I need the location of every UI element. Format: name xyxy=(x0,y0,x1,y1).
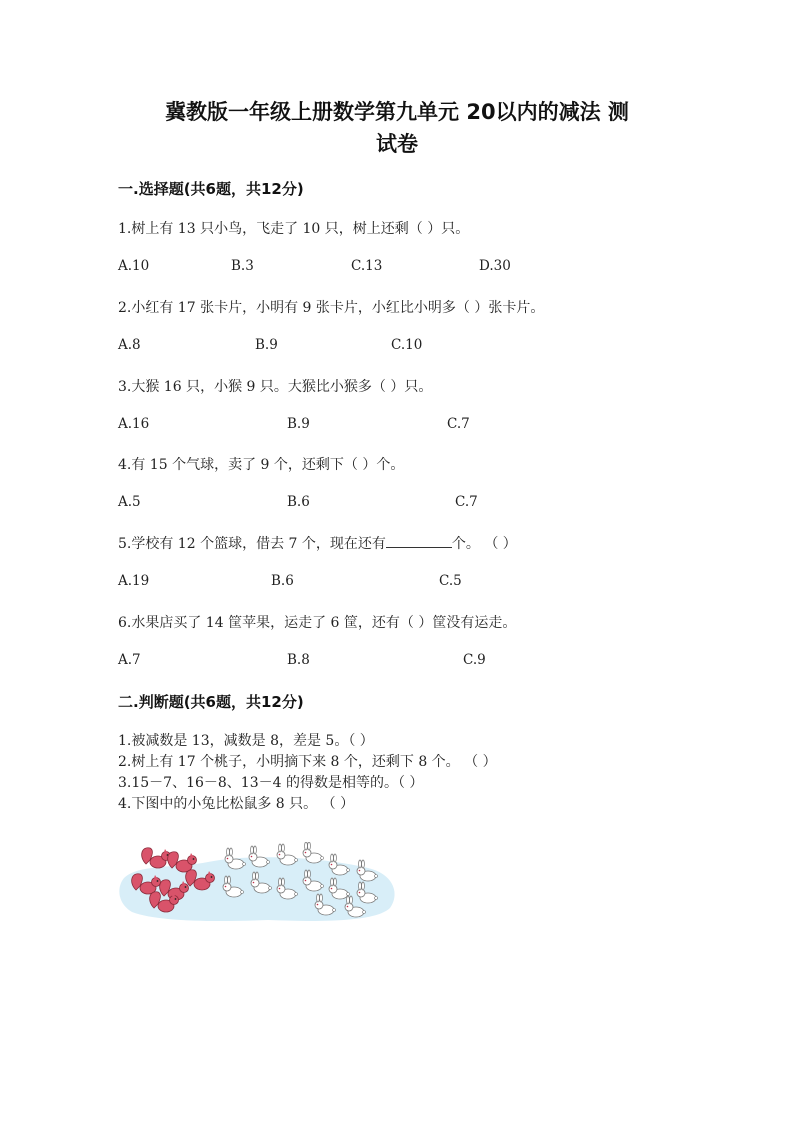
q1-option-b: B.3 xyxy=(231,258,254,274)
squirrel-rabbit-illustration xyxy=(118,842,400,924)
rabbit xyxy=(303,842,324,863)
q2-option-a: A.8 xyxy=(118,337,141,353)
question-1: 1.树上有 13 只小鸟，飞走了 10 只，树上还剩（ ）只。 xyxy=(118,221,470,237)
question-5 xyxy=(118,533,517,553)
title-line-2: 试卷 xyxy=(376,132,418,156)
question-2: 2.小红有 17 张卡片，小明有 9 张卡片，小红比小明多（ ）张卡片。 xyxy=(118,300,545,316)
q2-option-c: C.10 xyxy=(391,337,423,353)
q5-option-c: C.5 xyxy=(439,573,462,589)
judgment-3: 3.15－7、16－8、13－4 的得数是相等的。（ ） xyxy=(118,775,424,791)
rabbit xyxy=(249,846,270,867)
q4-option-b: B.6 xyxy=(287,494,310,510)
q6-option-b: B.8 xyxy=(287,652,310,668)
q4-option-c: C.7 xyxy=(455,494,478,510)
q5-option-a: A.19 xyxy=(118,573,150,589)
q5-option-b: B.6 xyxy=(271,573,294,589)
question-6: 6.水果店买了 14 筐苹果，运走了 6 筐，还有（ ）筐没有运走。 xyxy=(118,615,517,631)
q1-option-a: A.10 xyxy=(118,258,150,274)
q1-option-c: C.13 xyxy=(351,258,383,274)
q3-option-b: B.9 xyxy=(287,416,310,432)
rabbit xyxy=(277,844,298,865)
question-3: 3.大猴 16 只，小猴 9 只。大猴比小猴多（ ）只。 xyxy=(118,379,433,395)
judgment-4: 4.下图中的小兔比松鼠多 8 只。 （ ） xyxy=(118,796,355,812)
answer-blank xyxy=(386,533,452,548)
section-title-judgment: 二.判断题(共6题，共12分) xyxy=(118,693,304,711)
page-title xyxy=(100,96,694,160)
question-5-text-after: 个。 （ ） xyxy=(451,536,517,552)
q6-option-a: A.7 xyxy=(118,652,141,668)
judgment-2: 2.树上有 17 个桃子，小明摘下来 8 个，还剩下 8 个。 （ ） xyxy=(118,754,497,770)
title-line-1: 冀教版一年级上册数学第九单元 20以内的减法 测 xyxy=(165,100,629,124)
q2-option-b: B.9 xyxy=(255,337,278,353)
section-title-choice: 一.选择题(共6题，共12分) xyxy=(118,180,304,198)
judgment-1: 1.被减数是 13，减数是 8，差是 5。（ ） xyxy=(118,733,374,749)
q3-option-c: C.7 xyxy=(447,416,470,432)
q6-option-c: C.9 xyxy=(463,652,486,668)
q1-option-d: D.30 xyxy=(479,258,511,274)
q4-option-a: A.5 xyxy=(118,494,141,510)
squirrel xyxy=(142,848,171,868)
question-4: 4.有 15 个气球，卖了 9 个，还剩下（ ）个。 xyxy=(118,457,405,473)
q3-option-a: A.16 xyxy=(118,416,150,432)
question-5-text-before: 5.学校有 12 个篮球，借去 7 个，现在还有 xyxy=(118,536,386,552)
